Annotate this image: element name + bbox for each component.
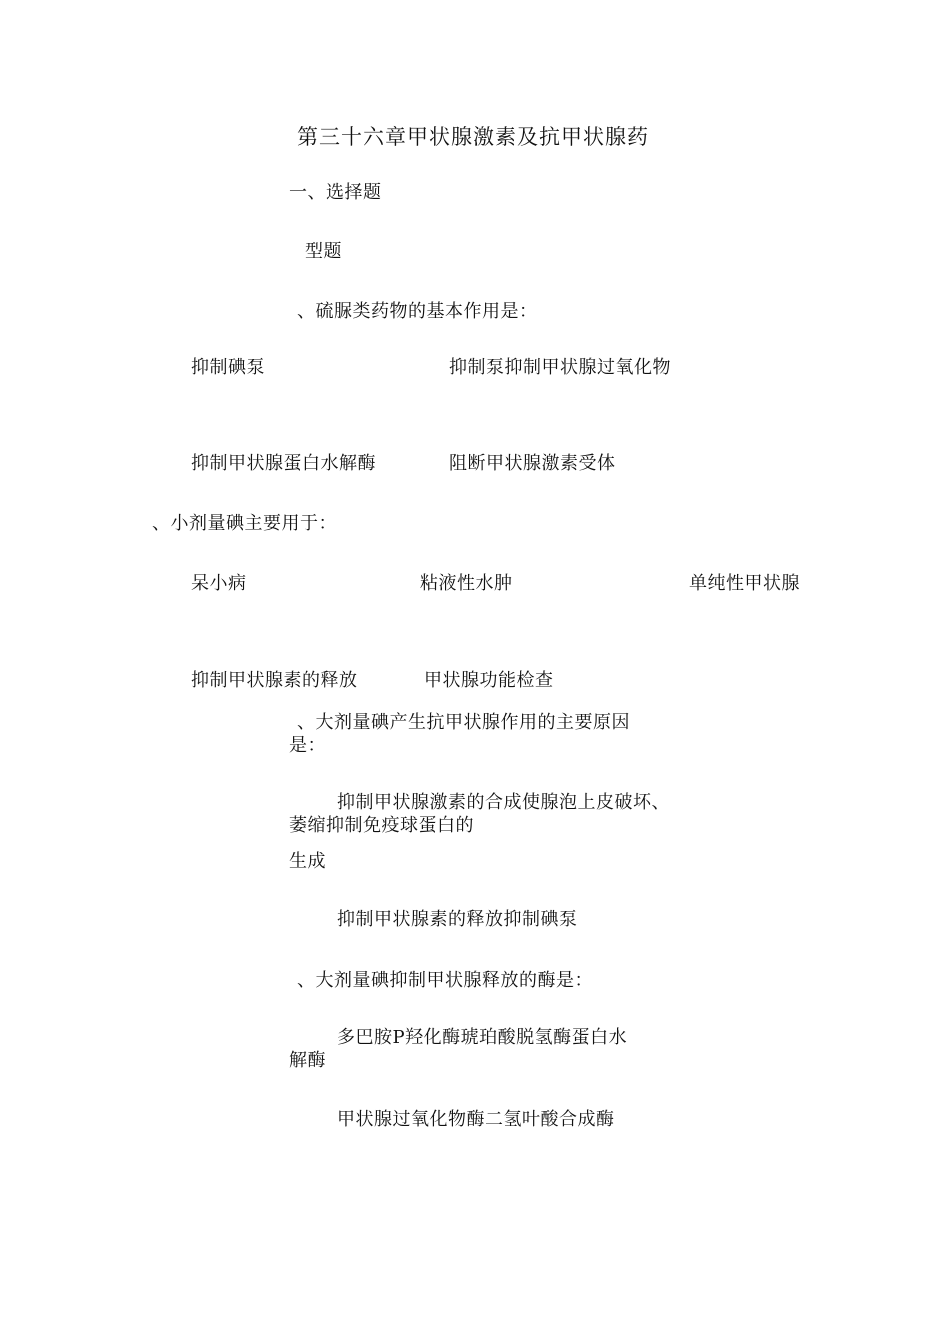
- question-1-option-2: 抑制泵抑制甲状腺过氧化物: [449, 357, 671, 378]
- question-2-option-1: 呆小病: [191, 573, 247, 594]
- page-title: 第三十六章甲状腺激素及抗甲状腺药: [297, 125, 649, 149]
- question-2-option-5: 甲状腺功能检查: [424, 670, 554, 691]
- question-2-option-3: 单纯性甲状腺: [689, 573, 800, 594]
- question-2-option-4: 抑制甲状腺素的释放: [191, 670, 358, 691]
- question-3-options-line-4: 抑制甲状腺素的释放抑制碘泵: [337, 909, 578, 930]
- question-1-option-1: 抑制碘泵: [191, 357, 265, 378]
- question-1-option-4: 阻断甲状腺激素受体: [449, 453, 616, 474]
- question-4-options-line-3: 甲状腺过氧化物酶二氢叶酸合成酶: [337, 1109, 615, 1130]
- question-3-stem-line-2: 是：: [289, 735, 326, 756]
- question-1-option-3: 抑制甲状腺蛋白水解酶: [191, 453, 376, 474]
- question-4-options-line-1: 多巴胺P羟化酶琥珀酸脱氢酶蛋白水: [337, 1027, 628, 1048]
- question-1-stem: 、硫脲类药物的基本作用是：: [297, 301, 538, 322]
- question-3-options-line-3: 生成: [289, 851, 326, 872]
- question-3-options-line-1: 抑制甲状腺激素的合成使腺泡上皮破坏、: [337, 792, 670, 813]
- question-3-stem-line-1: 、大剂量碘产生抗甲状腺作用的主要原因: [297, 712, 630, 733]
- question-2-option-2: 粘液性水肿: [420, 573, 513, 594]
- question-4-options-line-2: 解酶: [289, 1050, 326, 1071]
- question-3-options-line-2: 萎缩抑制免疫球蛋白的: [289, 815, 474, 836]
- subsection-heading: 型题: [305, 241, 342, 262]
- question-4-stem: 、大剂量碘抑制甲状腺释放的酶是：: [297, 970, 593, 991]
- section-heading: 一、选择题: [289, 182, 382, 203]
- question-2-stem: 、小剂量碘主要用于：: [152, 513, 337, 534]
